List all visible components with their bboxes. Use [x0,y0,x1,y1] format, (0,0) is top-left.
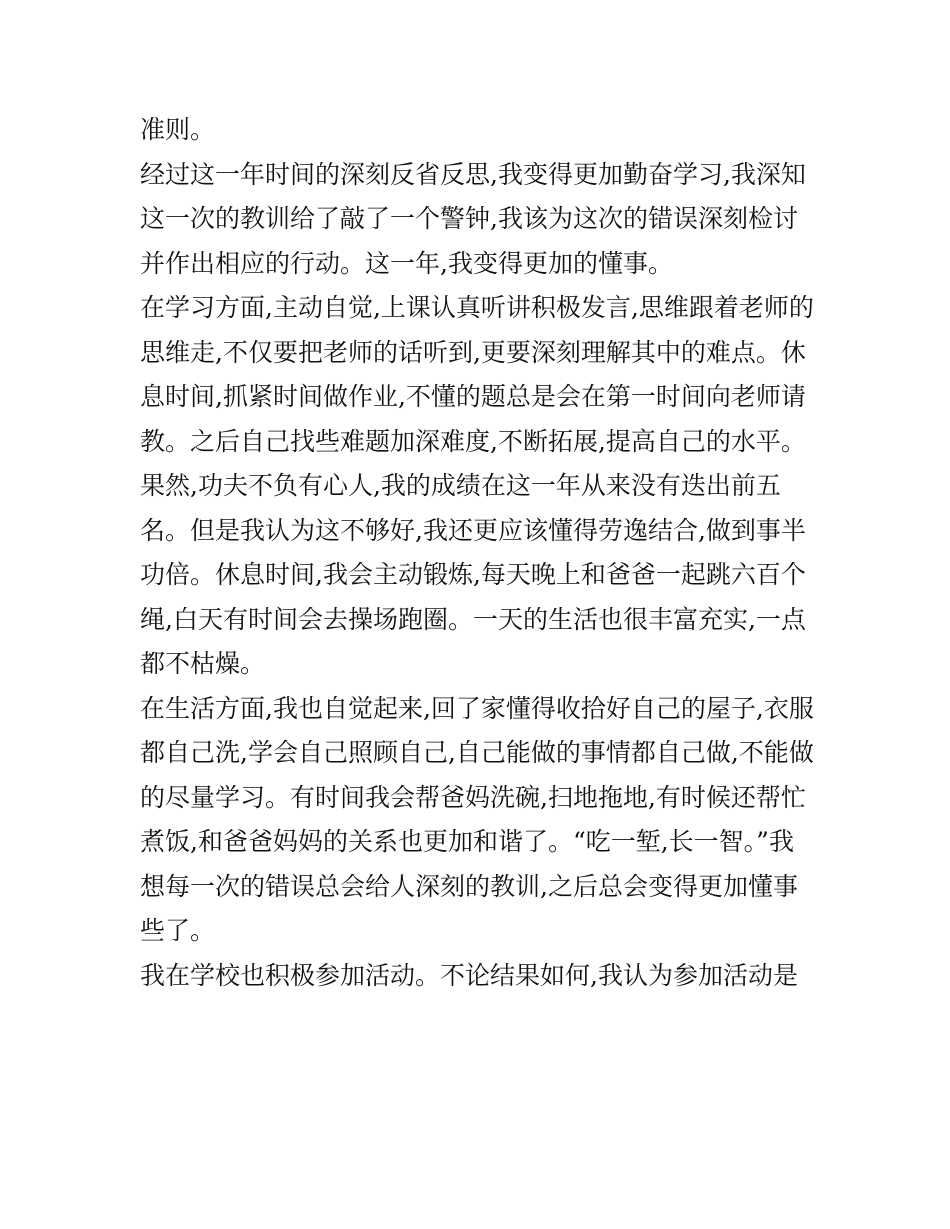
text-line: 经过这一年时间的深刻反省反思,我变得更加勤奋学习,我深知 [140,159,806,189]
text-line: 些了。 [140,916,216,945]
text-line: 都不枯燥。 [140,649,266,678]
text-line: 功倍。休息时间,我会主动锻炼,每天晚上和爸爸一起跳六百个 [140,560,806,589]
text-line: 并作出相应的行动。这一年,我变得更加的懂事。 [140,248,673,278]
text-line: 思维走,不仅要把老师的话听到,更要深刻理解其中的难点。休 [140,337,806,367]
text-line: 名。但是我认为这不够好,我还更应该懂得劳逸结合,做到事半 [140,515,806,545]
text-line: 想每一次的错误总会给人深刻的教训,之后总会变得更加懂事 [140,871,798,901]
text-line: 绳,白天有时间会去操场跑圈。一天的生活也很丰富充实,一点 [140,604,806,634]
text-line: 在生活方面,我也自觉起来,回了家懂得收拾好自己的屋子,衣服 [140,693,814,723]
text-line: 都自己洗,学会自己照顾自己,自己能做的事情都自己做,不能做 [140,738,814,767]
text-line: 息时间,抓紧时间做作业,不懂的题总是会在第一时间向老师请 [140,382,806,411]
text-line: 煮饭,和爸爸妈妈的关系也更加和谐了。“吃一堑,长一智。”我 [140,827,794,856]
text-line: 准则。 [140,115,216,144]
text-line: 的尽量学习。有时间我会帮爸妈洗碗,扫地拖地,有时候还帮忙 [140,782,806,812]
text-line: 这一次的教训给了敲了一个警钟,我该为这次的错误深刻检讨 [140,204,798,233]
document-body [140,108,830,998]
text-line: 在学习方面,主动自觉,上课认真听讲积极发言,思维跟着老师的 [140,293,814,322]
text-line: 我在学校也积极参加活动。不论结果如何,我认为参加活动是 [140,960,798,990]
text-line: 教。之后自己找些难题加深难度,不断拓展,提高自己的水平。 [140,426,806,456]
text-line: 果然,功夫不负有心人,我的成绩在这一年从来没有迭出前五 [140,471,781,500]
